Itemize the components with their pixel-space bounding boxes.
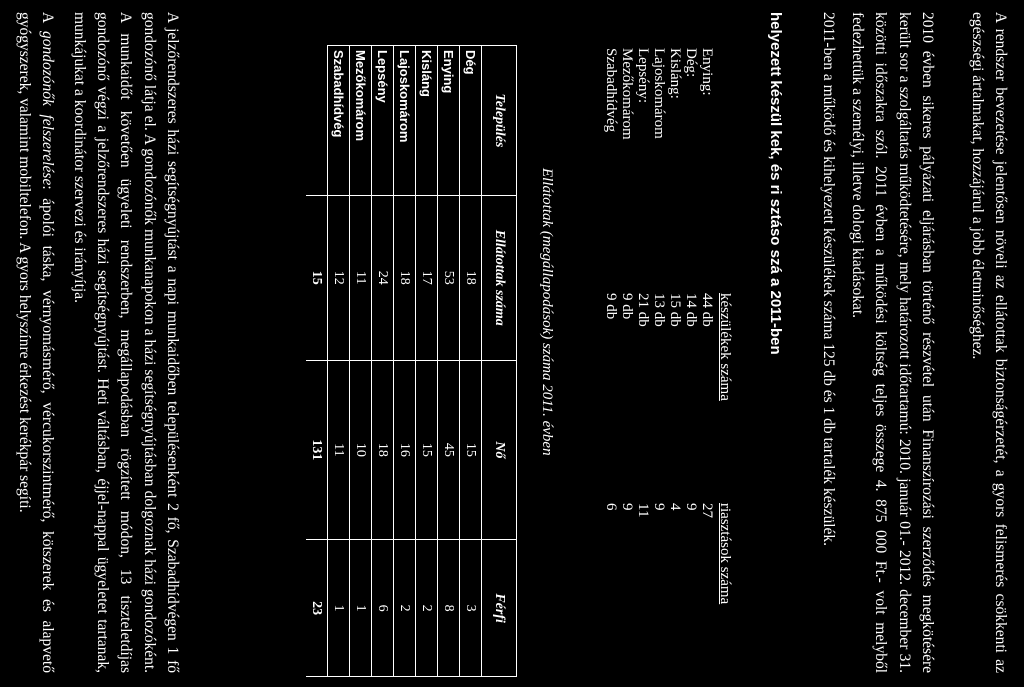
header-place: Település — [482, 46, 517, 196]
table-row: Dég 18 15 3 — [460, 46, 482, 677]
table-row: Lajoskomárom 18 16 2 — [394, 46, 416, 677]
device-row: Szabadhídvég 9 db 6 — [603, 48, 619, 511]
equipment-italic: gondozónők felszerelése — [39, 30, 56, 186]
header-cared: Ellátottak száma — [482, 195, 517, 360]
table-total-row — [306, 46, 328, 677]
device-row: Lajoskomárom 13 db 9 — [651, 48, 667, 511]
signal-paragraph: A jelzőrendszeres házi segítségnyújtást a napi munkaidőben településenként 2 fő, Szabadhídvégen 1 fő gondozónő látja el. A gondozónők munkanapokon a házi segítségnyújtásban dolgoznak házi gondozóként. A munkaidőt követően ügyeleti rendszerben, megállapodásban rögzített módon, 13 tiszteletdíjas gondozónő végzi a jelzőrendszeres házi segítségnyújtást. Heti váltásban, éjjel-nappal ügyeletet tartanak, munkájukat a koordinátor szervezi és irányítja. — [71, 12, 181, 673]
col-devices-label: készülékek száma — [717, 293, 733, 401]
col-alarms-label: riasztások száma — [717, 503, 733, 605]
devices-paragraph: 2011-ben a működő és kihelyezett készülékek száma 125 db és 1 db tartalék készülék. — [820, 12, 837, 547]
equipment-paragraph: A gondozónők felszerelése: ápolói táska, vérnyomásmérő, vércukorszintmérő, kötszerek és alapvető gyógyszerek, valamint mobiltelefon. A gyors helyszínre érkezést kerékpár segíti. — [15, 12, 56, 673]
care-table-header — [482, 46, 517, 677]
intro-paragraph: A rendszer bevezetése jelentősen növeli az ellátottak biztonságérzetét, a gyors felismerés csökkenti az egészségi ártalmakat, hozzájárul a jobb életminőséghez. — [968, 12, 1009, 673]
device-row: Dég: 14 db 9 — [683, 48, 699, 511]
device-row: Mezőkomárom 9 db 9 — [619, 48, 635, 511]
total-male: 23 — [306, 540, 328, 677]
total-female: 131 — [306, 360, 328, 540]
table-row: Lepsény 24 18 6 — [372, 46, 394, 677]
table-row: Enying 53 45 8 — [438, 46, 460, 677]
care-table — [306, 45, 517, 677]
care-table-caption: Ellátottak (megállapodások) száma 2011. évben — [539, 168, 555, 456]
device-row: Kisláng: 15 db 4 — [667, 48, 683, 511]
table-row: Szabadhídvég 12 11 1 — [328, 46, 350, 677]
total-cared: 15 — [306, 195, 328, 360]
device-row: Lepsény: 21 db 11 — [635, 48, 651, 518]
header-female: Nő — [482, 360, 517, 540]
header-male: Férfi — [482, 540, 517, 677]
tender-paragraph: 2010 évben sikeres pályázati eljárásban történő részvétel után Finanszírozási szerződés megkötésére került sor a szolgáltatás működtetésére, mely határozott időtartamú: 2010. január 01.- 2012. december 31. közötti időszakra szól. 2011 évben a működési költség teljes összege 4. 875 000 Ft.- volt melyből fedezhettük a személyi, illetve dologi kiadásokat. — [849, 12, 936, 673]
table-row: Kisláng 17 15 2 — [416, 46, 438, 677]
devices-heading: helyezett készül kek, és ri sztáso szá a 2011-ben — [767, 12, 784, 355]
table-row: Mezőkomárom 11 10 1 — [350, 46, 372, 677]
device-row: Enying: 44 db 27 — [699, 48, 715, 518]
